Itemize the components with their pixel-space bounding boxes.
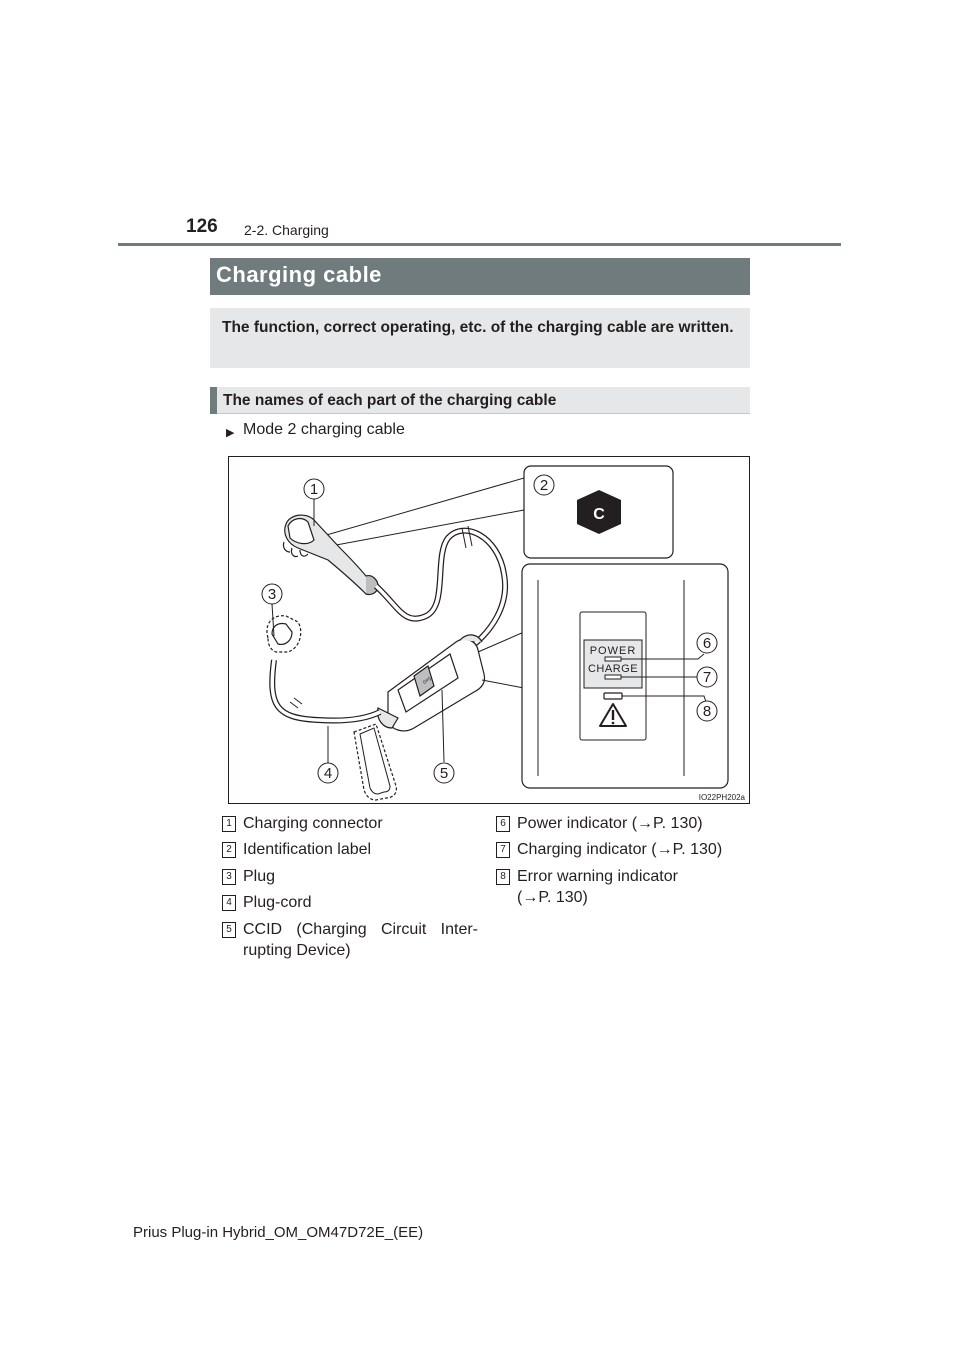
ccid-panel-text: (on) <box>421 675 433 686</box>
legend-num-7: 7 <box>496 842 510 858</box>
legend-text-5-line2: rupting Device) <box>243 942 351 959</box>
charging-cable-illustration <box>228 456 750 804</box>
legend-text-2: Identification label <box>243 841 372 858</box>
id-label-letter: C <box>593 506 605 523</box>
error-indicator-lamp <box>604 693 622 699</box>
legend-text-5-line1: CCID (Charging Circuit Inter- <box>243 921 478 938</box>
page-title: Charging cable <box>216 262 382 287</box>
callout-8-label: 8 <box>702 703 712 720</box>
legend-num-2: 2 <box>222 842 236 858</box>
subsection-title: The names of each part of the charging cable <box>223 392 557 409</box>
section-label: 2-2. Charging <box>244 222 329 238</box>
charge-indicator-lamp <box>605 675 621 679</box>
legend-num-3: 3 <box>222 869 236 885</box>
legend-text-8-line2: (→P. 130) <box>517 889 588 906</box>
callout-6-label: 6 <box>702 635 712 652</box>
charge-label: CHARGE <box>587 663 639 675</box>
mode-label: Mode 2 charging cable <box>243 421 405 438</box>
callout-2-label: 2 <box>539 477 549 494</box>
header-rule <box>118 243 841 246</box>
callout-1-label: 1 <box>309 481 319 498</box>
callout-5-label: 5 <box>439 765 449 782</box>
power-indicator-lamp <box>605 657 621 661</box>
legend-text-1: Charging connector <box>243 815 383 832</box>
legend-text-6: Power indicator (→P. 130) <box>517 815 703 832</box>
page-number: 126 <box>186 216 218 237</box>
legend-text-8-line1: Error warning indicator <box>517 868 678 885</box>
subsection-accent <box>210 387 217 414</box>
figure-code: IO22PH202a <box>698 793 745 802</box>
footer-doc-id: Prius Plug-in Hybrid_OM_OM47D72E_(EE) <box>133 1224 424 1241</box>
legend-text-4: Plug-cord <box>243 894 312 911</box>
legend-text-7: Charging indicator (→P. 130) <box>517 841 723 858</box>
legend-text-3: Plug <box>243 868 276 885</box>
callout-7-label: 7 <box>702 669 712 686</box>
legend-num-5: 5 <box>222 922 236 938</box>
callout-3-label: 3 <box>267 586 277 603</box>
triangle-bullet-icon: ▶ <box>226 427 235 439</box>
legend-num-8: 8 <box>496 869 510 885</box>
callout-4-label: 4 <box>323 765 333 782</box>
power-label: POWER <box>589 645 637 657</box>
legend-num-6: 6 <box>496 816 510 832</box>
intro-text: The function, correct operating, etc. of the charging cable are written. <box>222 319 734 336</box>
legend-num-4: 4 <box>222 895 236 911</box>
legend-num-1: 1 <box>222 816 236 832</box>
